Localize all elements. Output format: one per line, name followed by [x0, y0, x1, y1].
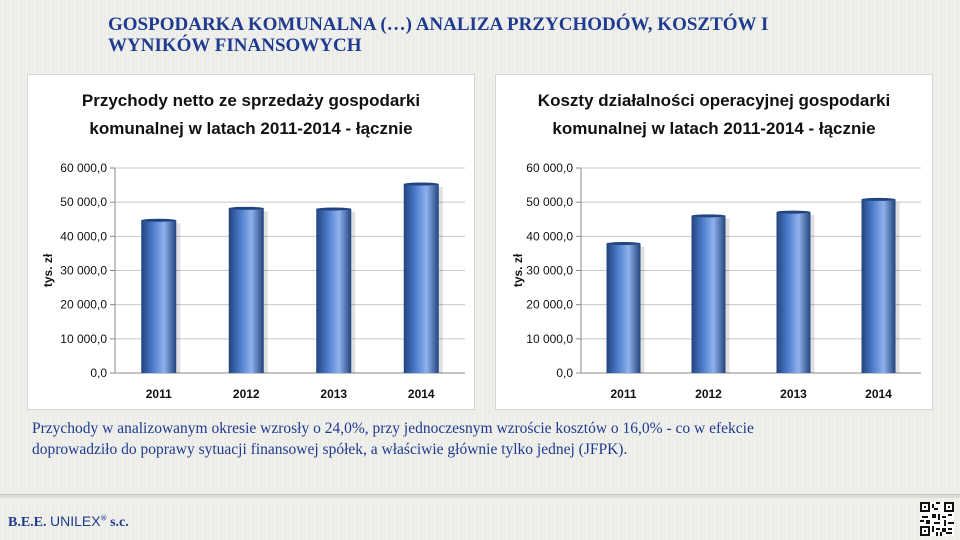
slide-title-line2: WYNIKÓW FINANSOWYCH: [108, 35, 362, 56]
costs-chart-panel: [495, 74, 933, 410]
revenue-bar-cap-2014: [404, 183, 439, 186]
revenue-bar-cap-2011: [141, 219, 176, 222]
qr-code-icon: [920, 502, 954, 536]
costs-y-tick-label: 0,0: [556, 366, 573, 380]
revenue-bar-2012: [229, 208, 264, 373]
costs-bar-2014: [862, 199, 896, 373]
slide-title: [108, 14, 868, 56]
summary-caption: [32, 418, 932, 460]
footer-divider: [0, 494, 960, 498]
revenue-y-tick-label: 60 000,0: [60, 161, 107, 175]
costs-bar-cap-2014: [862, 198, 896, 201]
costs-y-tick-label: 50 000,0: [526, 195, 573, 210]
costs-y-tick-label: 30 000,0: [526, 263, 573, 278]
costs-y-tick-label: 10 000,0: [526, 331, 573, 346]
costs-bar-2013: [777, 212, 811, 373]
revenue-y-axis-label: tys. zł: [41, 253, 55, 288]
costs-chart-title-line1: Koszty działalności operacyjnej gospodarki: [537, 91, 891, 110]
revenue-bar-chart: [28, 75, 476, 411]
revenue-x-tick-label: 2013: [320, 387, 348, 401]
revenue-chart-panel: [27, 74, 475, 410]
revenue-bar-cap-2012: [229, 207, 264, 210]
revenue-y-tick-label: 50 000,0: [60, 195, 107, 210]
revenue-chart-title-line1: Przychody netto ze sprzedaży gospodarki: [81, 91, 421, 110]
footer-brand-registered: ®: [100, 513, 107, 523]
revenue-bar-cap-2013: [316, 208, 351, 211]
costs-y-tick-label: 40 000,0: [526, 229, 573, 244]
revenue-x-tick-label: 2012: [232, 387, 260, 401]
slide-title-line1: GOSPODARKA KOMUNALNA (…) ANALIZA PRZYCHODÓW, KOSZTÓW I: [108, 14, 769, 35]
costs-y-tick-label: 60 000,0: [526, 161, 573, 175]
costs-chart-title-line2: komunalnej w latach 2011-2014 - łącznie: [552, 119, 876, 138]
revenue-x-tick-label: 2011: [145, 387, 172, 401]
revenue-y-tick-label: 10 000,0: [60, 331, 107, 346]
revenue-bar-2013: [316, 209, 351, 373]
footer-brand-bold: B.E.E.: [8, 515, 47, 530]
costs-x-tick-label: 2012: [695, 387, 722, 401]
costs-y-axis-label: tys. zł: [511, 253, 525, 288]
revenue-chart-title-line2: komunalnej w latach 2011-2014 - łącznie: [89, 119, 413, 138]
footer-brand-name: UNILEX: [50, 513, 101, 529]
costs-bar-chart: [496, 75, 934, 411]
costs-x-tick-label: 2013: [780, 387, 807, 401]
costs-x-tick-label: 2014: [865, 387, 892, 401]
costs-bar-cap-2012: [692, 214, 726, 217]
costs-y-tick-label: 20 000,0: [526, 297, 573, 312]
costs-bar-cap-2011: [607, 242, 641, 245]
footer-brand: [8, 513, 129, 531]
revenue-x-tick-label: 2014: [407, 387, 435, 401]
revenue-y-tick-label: 0,0: [90, 366, 107, 380]
summary-caption-line2: doprowadziło do poprawy sytuacji finansowej spółek, a właściwie głównie tylko jednej (JFPK).: [32, 441, 628, 458]
revenue-y-tick-label: 20 000,0: [60, 297, 107, 312]
costs-bar-cap-2013: [777, 211, 811, 214]
revenue-y-tick-label: 30 000,0: [60, 263, 107, 278]
costs-x-tick-label: 2011: [610, 387, 637, 401]
revenue-y-tick-label: 40 000,0: [60, 229, 107, 244]
costs-bar-2012: [692, 216, 726, 373]
costs-bar-2011: [607, 244, 641, 373]
summary-caption-line1: Przychody w analizowanym okresie wzrosły o 24,0%, przy jednoczesnym wzroście kosztów o 16,0% - co w efekcie: [32, 420, 754, 437]
revenue-bar-2014: [404, 184, 439, 373]
footer-brand-suffix: s.c.: [110, 515, 129, 530]
revenue-bar-2011: [141, 220, 176, 373]
